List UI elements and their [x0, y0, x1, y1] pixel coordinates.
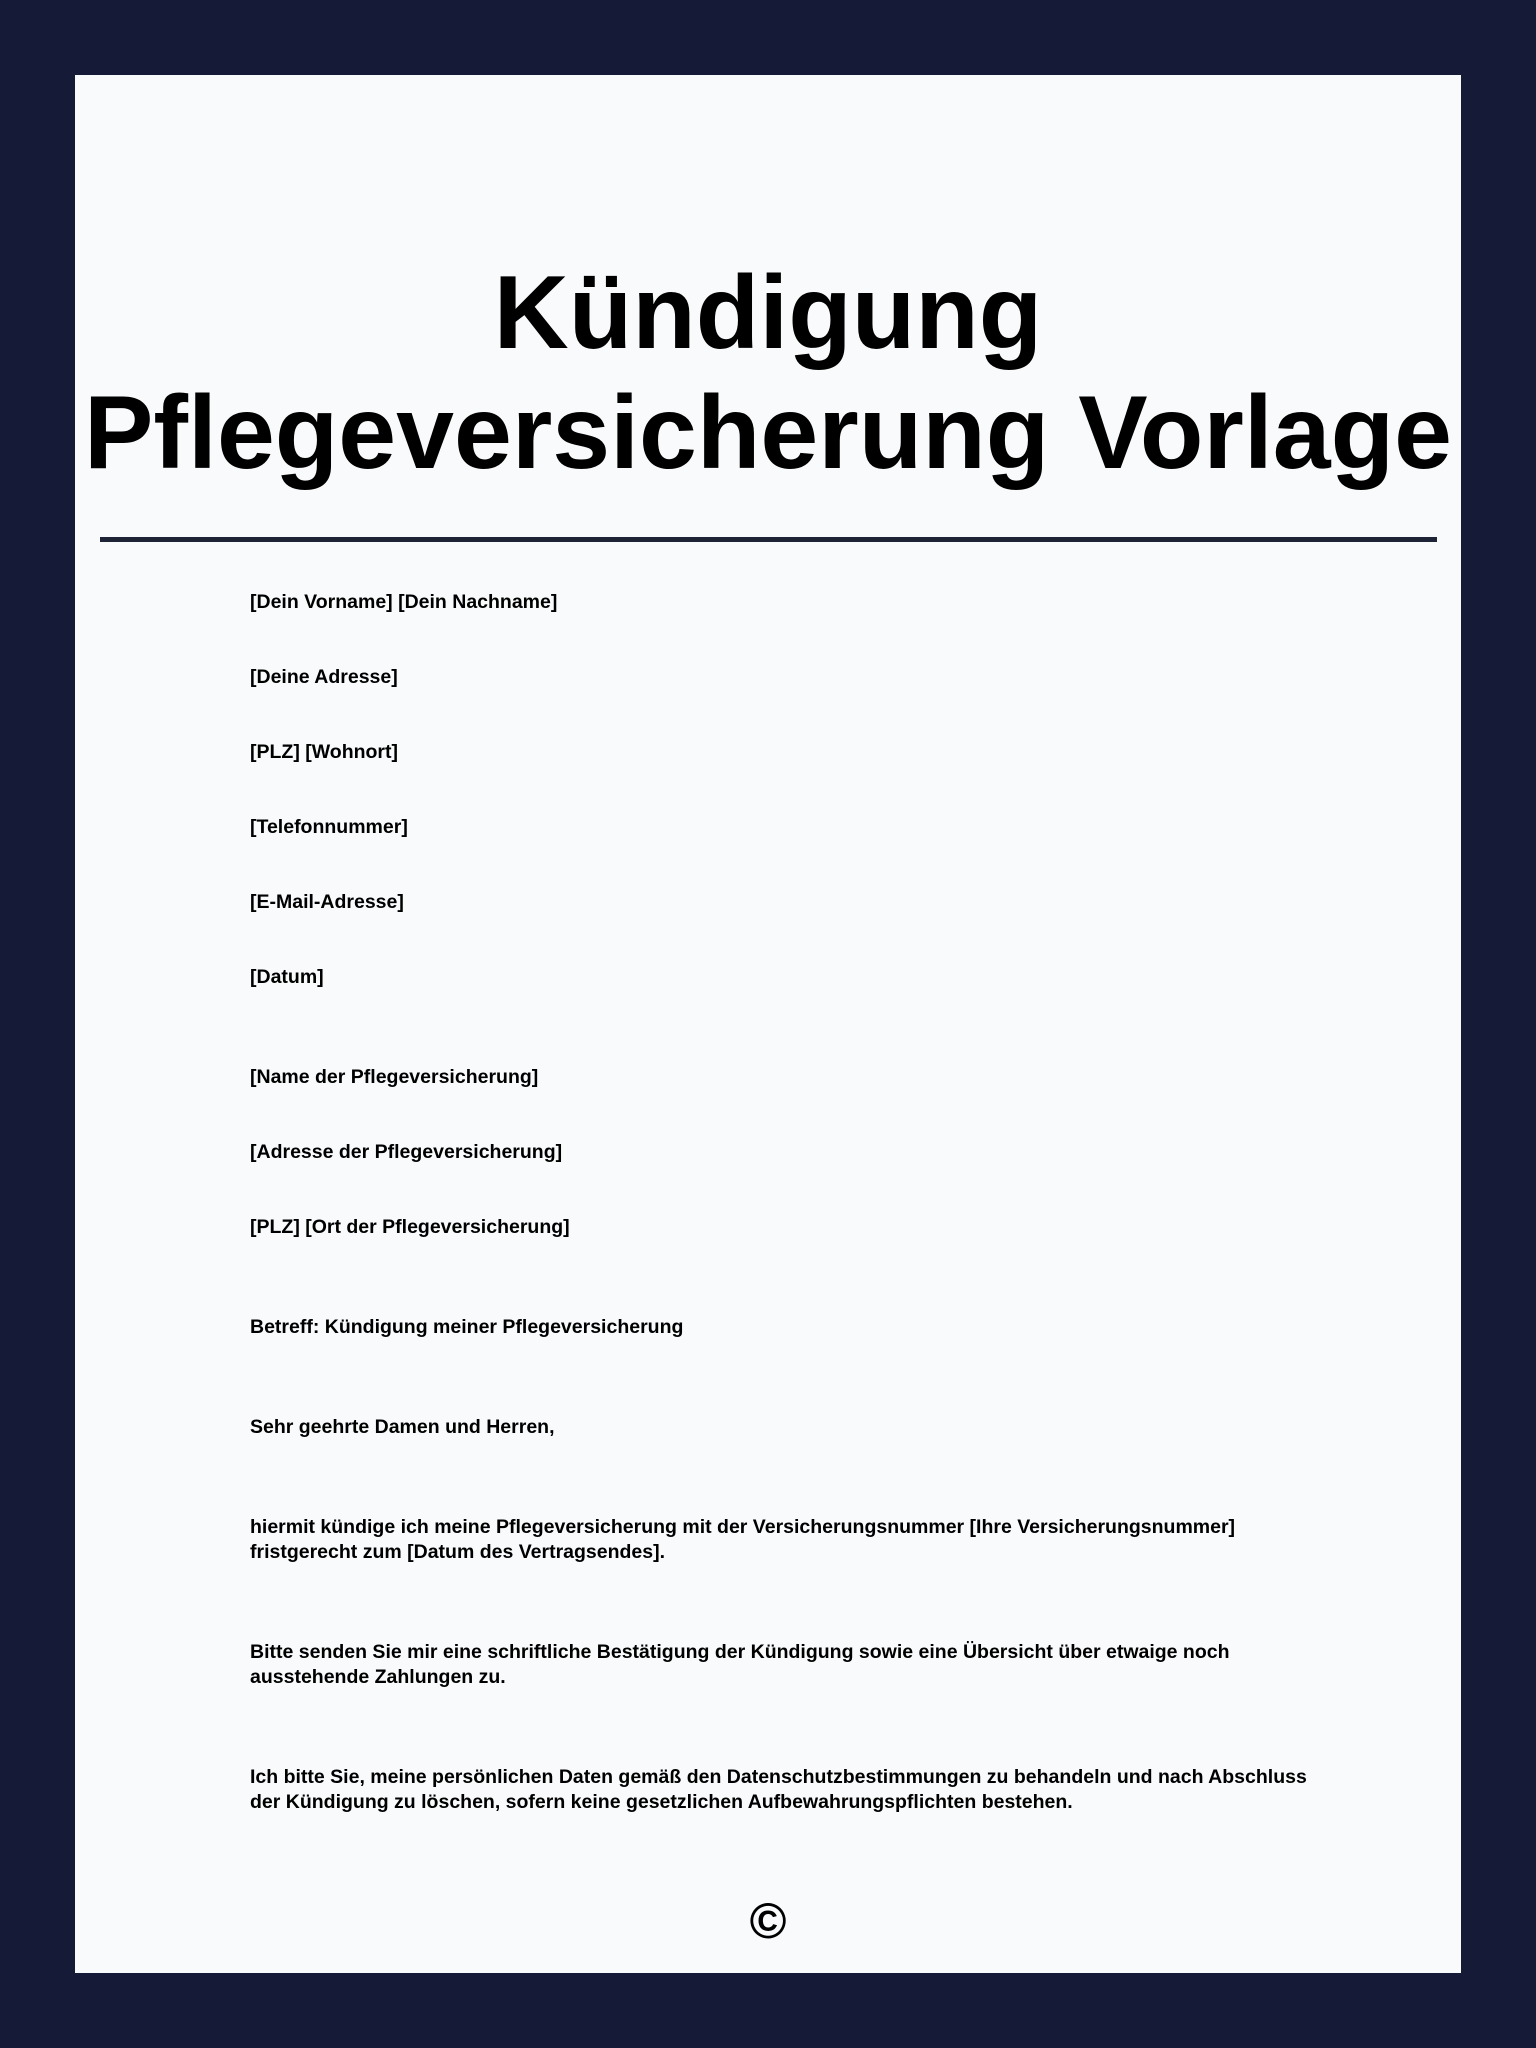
letter-subject: Betreff: Kündigung meiner Pflegeversicherung	[250, 1316, 684, 1338]
letter-salutation: Sehr geehrte Damen und Herren,	[250, 1416, 555, 1438]
body-paragraph: Ich bitte Sie, meine persönlichen Daten gemäß den Datenschutzbestimmungen zu behandeln und nach Abschluss der Kündigung zu löschen, sofern keine gesetzlichen Aufbewahrungspflichten bestehen.	[250, 1766, 1307, 1813]
sender-address: [Deine Adresse]	[250, 666, 398, 688]
recipient-name: [Name der Pflegeversicherung]	[250, 1066, 539, 1088]
letter-date: [Datum]	[250, 966, 324, 988]
title-divider	[100, 537, 1437, 542]
copyright-symbol: ©	[749, 1893, 787, 1949]
recipient-city: [PLZ] [Ort der Pflegeversicherung]	[250, 1216, 570, 1238]
sender-phone: [Telefonnummer]	[250, 816, 408, 838]
sender-email: [E-Mail-Adresse]	[250, 891, 404, 913]
document-title: Kündigung Pflegeversicherung Vorlage	[84, 255, 1452, 491]
sender-name: [Dein Vorname] [Dein Nachname]	[250, 591, 558, 613]
recipient-address: [Adresse der Pflegeversicherung]	[250, 1141, 563, 1163]
sender-city: [PLZ] [Wohnort]	[250, 741, 399, 763]
body-paragraph: hiermit kündige ich meine Pflegeversicherung mit der Versicherungsnummer [Ihre Versicherungsnummer] fristgerecht zum [Datum des Vertragsendes].	[250, 1516, 1236, 1563]
body-paragraph: Bitte senden Sie mir eine schriftliche Bestätigung der Kündigung sowie eine Übersicht über etwaige noch ausstehende Zahlungen zu.	[250, 1641, 1230, 1688]
document-page	[75, 75, 1461, 1973]
